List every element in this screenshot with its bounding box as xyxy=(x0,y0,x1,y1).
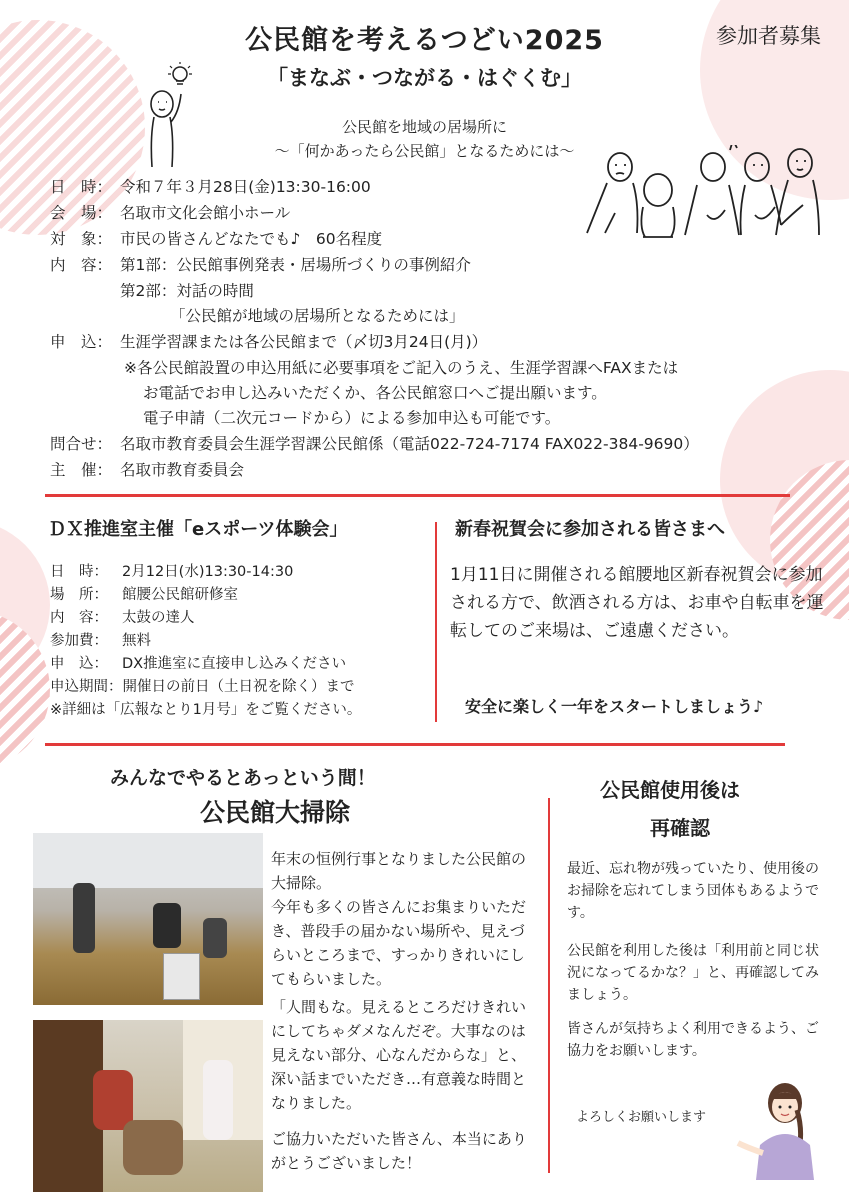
event-note-1: ※各公民館設置の申込用紙に必要事項をご記入のうえ、生涯学習課へFAXまたは xyxy=(124,359,679,377)
page-subtitle: 「まなぶ・つながる・はぐくむ」 xyxy=(267,66,582,90)
event-content-part2: 第2部：対話の時間 xyxy=(120,282,254,300)
esports-content-row: 内 容： 太鼓の達人 xyxy=(50,610,195,626)
cleanup-paragraph-1: 年末の恒例行事となりました公民館の大掃除。 今年も多くの皆さんにお集まりいただき、普段手の届かない場所や、見えづらいところまで、すっかりきれいにしてもらいました。 xyxy=(271,850,527,988)
newyear-closing: 安全に楽しく一年をスタートしましょう♪ xyxy=(465,697,764,716)
cleanup-paragraph-2: 「人間もな。見えるところだけきれいにしてちゃダメなんだぞ。大事なのは見えない部分、心なんだからな」と、深い話までいただき…有意義な時間となりました。 xyxy=(271,998,527,1112)
cleanup-heading-2: 公民館大掃除 xyxy=(200,798,351,827)
recheck-paragraph-1: 最近、忘れ物が残っていたり、使用後のお掃除を忘れてしまう団体もあるようです。 xyxy=(567,861,819,921)
esports-date-row: 日 時： 2月12日(水)13:30-14:30 xyxy=(50,564,294,580)
recheck-paragraph-3: 皆さんが気持ちよく利用できるよう、ご協力をお願いします。 xyxy=(567,1021,819,1059)
cleanup-paragraph-3: ご協力いただいた皆さん、本当にありがとうございました！ xyxy=(271,1130,527,1172)
esports-period: 申込期間：開催日の前日（土日祝を除く）まで xyxy=(50,679,355,695)
event-content-row: 内 容： 第1部：公民館事例発表・居場所づくりの事例紹介 xyxy=(50,256,471,274)
recheck-heading-1: 公民館使用後は xyxy=(600,778,740,802)
vertical-divider-2 xyxy=(548,798,550,1173)
divider-2 xyxy=(45,743,785,746)
cleanup-photo-1 xyxy=(33,833,263,1005)
recheck-paragraph-2: 公民館を利用した後は「利用前と同じ状況になってるかな？」と、再確認してみましょう。 xyxy=(567,943,819,1003)
vertical-divider-1 xyxy=(435,522,437,722)
woman-bowing-illustration xyxy=(735,1075,825,1180)
esports-heading: ＤＸ推進室主催「eスポーツ体験会」 xyxy=(48,519,348,540)
divider-1 xyxy=(45,494,790,497)
speech-bubble-text: よろしくお願いします xyxy=(576,1110,707,1125)
event-contact-row: 問合せ： 名取市教育委員会生涯学習課公民館係（電話022-724-7174 FAX022-384-9690） xyxy=(50,435,699,453)
event-date-row: 日 時： 令和７年３月28日(金)13:30-16:00 xyxy=(50,178,371,196)
esports-place-row: 場 所： 館腰公民館研修室 xyxy=(50,587,238,603)
esports-apply-row: 申 込： DX推進室に直接申し込みください xyxy=(50,656,347,672)
lead-line-1: 公民館を地域の居場所に xyxy=(341,118,507,136)
event-venue-row: 会 場： 名取市文化会館小ホール xyxy=(50,204,291,222)
recruit-label: 参加者募集 xyxy=(716,24,821,48)
lead-line-2: 〜「何かあったら公民館」となるためには〜 xyxy=(274,142,575,160)
cleanup-photo-2 xyxy=(33,1020,263,1192)
esports-note: ※詳細は「広報なとり1月号」をご覧ください。 xyxy=(50,702,362,718)
event-apply-row: 申 込： 生涯学習課または各公民館まで（〆切3月24日(月)） xyxy=(50,333,488,351)
event-content-theme: 「公民館が地域の居場所となるためには」 xyxy=(170,307,465,325)
group-people-illustration xyxy=(585,145,835,245)
newyear-heading: 新春祝賀会に参加される皆さまへ xyxy=(455,519,725,540)
cleanup-heading-1: みんなでやるとあっという間！ xyxy=(110,767,376,789)
event-target-row: 対 象： 市民の皆さんどなたでも♪ 60名程度 xyxy=(50,230,383,248)
recheck-heading-2: 再確認 xyxy=(650,816,710,840)
event-host-row: 主 催： 名取市教育委員会 xyxy=(50,461,245,479)
idea-person-illustration xyxy=(140,62,200,172)
esports-fee-row: 参加費： 無料 xyxy=(50,633,151,649)
newyear-body: 1月11日に開催される館腰地区新春祝賀会に参加される方で、飲酒される方は、お車や自転車を運転してのご来場は、ご遠慮ください。 xyxy=(450,565,824,641)
event-note-3: 電子申請（二次元コードから）による参加申込も可能です。 xyxy=(143,409,561,427)
page-title: 公民館を考えるつどい2025 xyxy=(245,25,604,56)
event-note-2: お電話でお申し込みいただくか、各公民館窓口へご提出願います。 xyxy=(143,384,607,402)
